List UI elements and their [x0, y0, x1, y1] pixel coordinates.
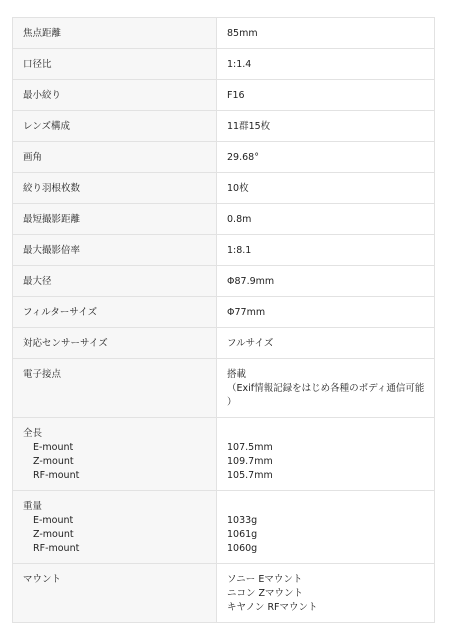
spec-value — [217, 418, 435, 491]
spec-label — [13, 491, 217, 564]
table-row — [13, 18, 435, 49]
spec-value: 1:8.1 — [217, 235, 435, 266]
table-row — [13, 297, 435, 328]
mount-label: RF-mount — [33, 543, 80, 554]
spec-label: 対応センサーサイズ — [13, 328, 217, 359]
spec-value: 1:1.4 — [217, 49, 435, 80]
table-row — [13, 111, 435, 142]
spec-label: 最大径 — [13, 266, 217, 297]
spec-label: 口径比 — [13, 49, 217, 80]
spacer — [227, 500, 424, 514]
value-line: ニコン Zマウント — [227, 588, 304, 599]
spacer — [227, 427, 424, 441]
spec-label: レンズ構成 — [13, 111, 217, 142]
spec-value: 85mm — [217, 18, 435, 49]
value-line: ソニー Eマウント — [227, 574, 303, 585]
mount-label: E-mount — [33, 442, 74, 453]
spec-label: 電子接点 — [13, 359, 217, 418]
table-row — [13, 328, 435, 359]
spec-value — [217, 491, 435, 564]
mount-label: Z-mount — [33, 456, 74, 467]
mount-label: Z-mount — [33, 529, 74, 540]
value-line: （Exif情報記録をはじめ各種のボディ通信可能 — [227, 383, 425, 394]
spec-label: 焦点距離 — [13, 18, 217, 49]
spec-value: 11群15枚 — [217, 111, 435, 142]
spec-value: F16 — [217, 80, 435, 111]
value-line: ） — [227, 397, 237, 408]
spec-value: Φ87.9mm — [217, 266, 435, 297]
spec-value: フルサイズ — [217, 328, 435, 359]
spec-label — [13, 418, 217, 491]
spec-label: 最大撮影倍率 — [13, 235, 217, 266]
value-line: 1033g — [227, 515, 258, 526]
spec-table — [12, 17, 435, 623]
value-line: 1061g — [227, 529, 258, 540]
value-line: 109.7mm — [227, 456, 273, 467]
table-row — [13, 491, 435, 564]
spec-label: 絞り羽根枚数 — [13, 173, 217, 204]
spec-label: 最小絞り — [13, 80, 217, 111]
table-row — [13, 564, 435, 623]
spec-value — [217, 564, 435, 623]
value-line: 搭載 — [227, 369, 247, 380]
value-line: 1060g — [227, 543, 258, 554]
table-row — [13, 235, 435, 266]
spec-value: 0.8m — [217, 204, 435, 235]
value-line: 105.7mm — [227, 470, 273, 481]
table-row — [13, 49, 435, 80]
table-row — [13, 204, 435, 235]
mount-label: RF-mount — [33, 470, 80, 481]
group-label: 全長 — [23, 428, 43, 439]
table-row — [13, 80, 435, 111]
spec-value — [217, 359, 435, 418]
spec-label: 画角 — [13, 142, 217, 173]
spec-value: 29.68° — [217, 142, 435, 173]
table-row — [13, 173, 435, 204]
table-row — [13, 418, 435, 491]
group-label: 重量 — [23, 501, 43, 512]
spec-label: 最短撮影距離 — [13, 204, 217, 235]
spec-label: フィルターサイズ — [13, 297, 217, 328]
spec-label: マウント — [13, 564, 217, 623]
table-row — [13, 359, 435, 418]
table-row — [13, 266, 435, 297]
spec-value: 10枚 — [217, 173, 435, 204]
value-line: キヤノン RFマウント — [227, 602, 318, 613]
mount-label: E-mount — [33, 515, 74, 526]
table-row — [13, 142, 435, 173]
value-line: 107.5mm — [227, 442, 273, 453]
spec-value: Φ77mm — [217, 297, 435, 328]
